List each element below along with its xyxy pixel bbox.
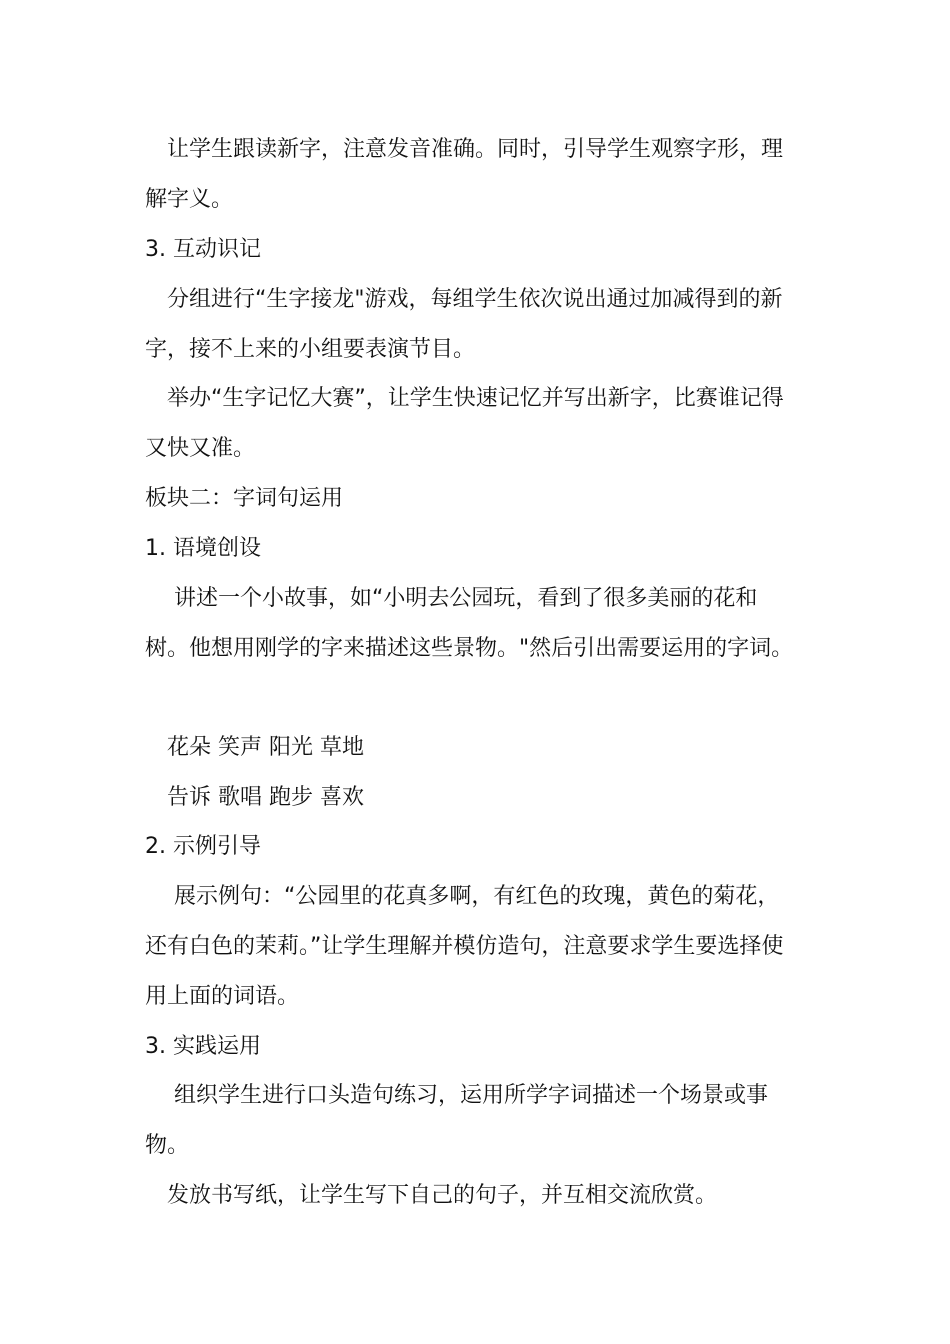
paragraph-line: 组织学生进行口头造句练习，运用所学字词描述一个场景或事 [145,1083,768,1108]
section-heading: 2. 示例引导 [145,834,261,859]
section-heading: 1. 语境创设 [145,536,261,561]
word-list-row: 告诉 歌唱 跑步 喜欢 [145,785,364,810]
paragraph-line: 解字义。 [145,187,234,212]
paragraph-line: 字，接不上来的小组要表演节目。 [145,337,476,362]
paragraph-line: 物。 [145,1133,190,1158]
paragraph-line: 展示例句：“公园里的花真多啊，有红色的玫瑰，黄色的菊花， [145,884,780,909]
section-heading: 3. 实践运用 [145,1034,261,1059]
paragraph-line: 分组进行“生字接龙"游戏，每组学生依次说出通过加减得到的新 [145,287,783,312]
paragraph-line: 举办“生字记忆大赛”，让学生快速记忆并写出新字，比赛谁记得 [145,386,784,411]
paragraph-line: 讲述一个小故事，如“小明去公园玩，看到了很多美丽的花和 [145,586,758,611]
paragraph-line: 又快又准。 [145,436,256,461]
paragraph-line: 还有白色的茉莉。”让学生理解并模仿造句，注意要求学生要选择使 [145,934,784,959]
paragraph-line: 树。他想用刚学的字来描述这些景物。"然后引出需要运用的字词。 [145,636,794,661]
word-list-row: 花朵 笑声 阳光 草地 [145,735,364,760]
section-heading: 3. 互动识记 [145,237,261,262]
paragraph-line: 发放书写纸，让学生写下自己的句子，并互相交流欣赏。 [145,1183,718,1208]
paragraph-line: 用上面的词语。 [145,984,300,1009]
paragraph-line: 让学生跟读新字，注意发音准确。同时，引导学生观察字形，理 [145,137,784,162]
block-heading: 板块二：字词句运用 [145,486,344,511]
